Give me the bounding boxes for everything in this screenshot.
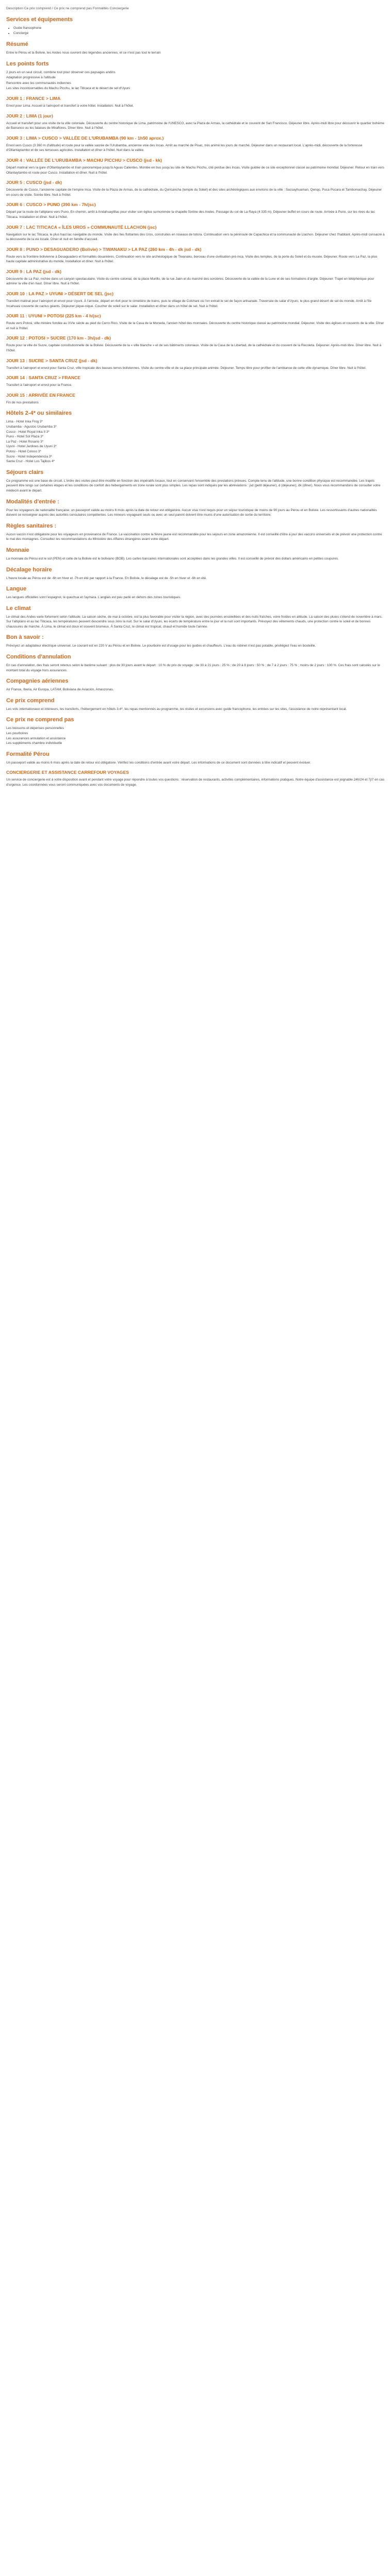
day-title: JOUR 11 : UYUNI > POTOSI (225 km - 4 h/jsc) xyxy=(6,313,101,319)
prix-title: Ce prix comprend xyxy=(6,697,55,704)
day-title: JOUR 10 : LA PAZ > UYUNI > DÉSERT DE SEL (jsc) xyxy=(6,291,114,297)
hotel-item: Puno - Hotel Sol Plaza 3* xyxy=(6,435,44,439)
compagnies-title: Compagnies aériennes xyxy=(6,678,69,685)
monnaie-title: Monnaie xyxy=(6,547,29,553)
day-text: Accueil et transfert pour une visite de la ville coloniale. Découverte du centre historique de Lima, patrimoine de l'UNESCO, avec la Plaza de Armas, la cathédrale et le couvent de San Francisco. Déjeuner libre. Après-midi libre pour découvrir le quartier bohème de Barranco ou les falaises de Miraflores. Dîner libre. Nuit à l'hôtel. xyxy=(6,121,384,130)
day-text: Découverte de La Paz, nichée dans un canyon spectaculaire. Visite du centre colonial, de la place Murillo, de la rue Jaén et du marché des sorcières. Découverte de la vallée de la Lune et de ses formations d'argile. Déjeuner. Trajet en téléphérique pour admirer la ville d'en haut. Dîner libre. Nuit à l'hôtel. xyxy=(6,277,374,286)
day-text: Navigation sur le lac Titicaca, le plus haut lac navigable du monde. Visite des îles flottantes des Uros, construites en roseaux de totora. Continuation vers la péninsule de Capachica et la communauté de Llachon. Déjeuner chez l'habitant. Après-midi consacré à la découverte de la vie locale. Dîner et nuit en famille d'accueil. xyxy=(6,232,385,242)
decalage-title: Décalage horaire xyxy=(6,566,52,573)
resume-text: Entre le Pérou et la Bolivie, les Andes nous ouvrent des légendes anciennes, et ce n'est pas tout le terrain xyxy=(6,51,161,55)
formalites-text: Un passeport valide au moins 6 mois après la date de retour est obligatoire. Vérifiez les conditions d'entrée avant votre départ. Les informations de ce document sont données à titre indicatif et peuvent évoluer. xyxy=(6,760,311,765)
hotel-item: Uyuni - Hotel Jardines de Uyuni 3* xyxy=(6,445,57,449)
services-list xyxy=(6,26,385,36)
page xyxy=(0,0,391,788)
points-item: Les sites incontournables du Machu Picchu, le lac Titicaca et le désert de sel d'Uyuni xyxy=(6,87,130,91)
day-text: Route pour la ville de Sucre, capitale constitutionnelle de la Bolivie. Découverte de la « ville blanche » et de ses bâtiments coloniaux. Visite de la Casa de la Libertad, de la cathédrale et du couvent de la Recoleta. Déjeuner. Après-midi libre. Dîner libre. Nuit à l'hôtel. xyxy=(6,344,382,353)
points-item: Adaptation progressive à l'altitude xyxy=(6,76,56,80)
points-item: 2 jours en un seul circuit, combine tout pour observer ces paysages andins xyxy=(6,70,116,74)
prix-non-title: Ce prix ne comprend pas xyxy=(6,717,74,723)
hotel-item: Cusco - Hotel Royal Inka II 3* xyxy=(6,430,50,434)
hotel-item: La Paz - Hotel Rosario 3* xyxy=(6,439,44,444)
day-title: JOUR 6 : CUSCO > PUNO (390 km - 7h/jsc) xyxy=(6,202,96,208)
day-text: Envol vers Cusco (3 360 m d'altitude) et route pour la vallée sacrée de l'Urubamba, ancienne voie des Incas. Arrêt au marché de Pisac, très animé les jours de marché. Déjeuner dans un restaurant local. L'après-midi, découverte de la forteresse d'Ollantaytambo et de ses terrasses agricoles. Installation et dîner à l'hôtel. Nuit dans la vallée. xyxy=(6,143,363,152)
formalites-title: Formalité Pérou xyxy=(6,751,50,757)
conciergerie-title: CONCIERGERIE ET ASSISTANCE CARREFOUR VOYAGES xyxy=(6,770,129,775)
day-text: Découverte de Cusco, l'ancienne capitale de l'empire Inca. Visite de la Plaza de Armas, de la cathédrale, du Qoricancha (temple du Soleil) et des sites archéologiques aux environs de la ville : Sacsayhuaman, Qenqo, Puca Pucara et Tambomachay. Déjeuner en cours de visite. Soirée libre. Nuit à l'hôtel. xyxy=(6,188,382,197)
bon-savoir-text: Prévoyez un adaptateur électrique universel. Le courant est en 220 V au Pérou et en Bolivie. Le pourboire est d'usage pour les guides et chauffeurs. L'eau du robinet n'est pas potable, privilégiez l'eau en bouteille. xyxy=(6,644,316,648)
day-title: JOUR 15 : ARRIVÉE EN FRANCE xyxy=(6,392,75,398)
sejours-text: Ce programme est une base de circuit. L'ordre des visites peut être modifié en fonction des impératifs locaux, tout en conservant l'ensemble des prestations prévues. Compte tenu de l'altitude, une bonne condition physique est recommandée. Les trajets peuvent être longs sur certaines étapes et les conditions de confort des hébergements en zone rurale sont plus simples. Les repas sont indiqués par les abréviations : jsd (petit déjeuner), d (déjeuner), dk (dîner). Nous vous recommandons de consulter votre médecin avant le départ. xyxy=(6,479,381,493)
modalites-text: Pour les voyageurs de nationalité française, un passeport valide au moins 6 mois après la date de retour est obligatoire. Aucun visa n'est requis pour un séjour touristique de moins de 90 jours au Pérou et en Bolivie. Les ressortissants d'autres nationalités doivent se renseigner auprès des autorités consulaires compétentes. Les mineurs voyageant seuls ou avec un seul parent doivent être munis d'une autorisation de sortie du territoire. xyxy=(6,508,377,517)
day-title: JOUR 5 : CUSCO (jsd - dk) xyxy=(6,180,62,185)
points-title: Les points forts xyxy=(6,60,49,67)
prix-non-item: Les suppléments chambre individuelle xyxy=(6,741,62,745)
day-text: Fin de nos prestations xyxy=(6,400,39,404)
hotels-title: Hôtels 2-4* ou similaires xyxy=(6,410,72,417)
services-title: Services et équipements xyxy=(6,16,73,23)
reglages-text: Aucun vaccin n'est obligatoire pour les voyageurs en provenance de France. La vaccination contre la fièvre jaune est recommandée pour les séjours en zone amazonienne. Il est conseillé d'être à jour des vaccins universels et de prévoir une protection contre le mal des montagnes. Consultez les recommandations du Ministère des Affaires étrangères avant votre départ. xyxy=(6,532,382,541)
day-text: Route vers Potosi, ville minière fondée au XVIe siècle au pied du Cerro Rico. Visite de la Casa de la Moneda, l'ancien hôtel des monnaies. Découverte du centre historique classé au patrimoine mondial. Déjeuner. Visite des églises et couvents de la ville. Dîner et nuit à l'hôtel. xyxy=(6,321,384,330)
modalites-title: Modalités d'entrée : xyxy=(6,498,59,505)
hotel-item: Lima - Hotel Inka Frog 3* xyxy=(6,420,43,424)
hotel-item: Sucre - Hotel Independencia 3* xyxy=(6,454,52,459)
hotel-item: Potosi - Hotel Coloso 3* xyxy=(6,449,41,453)
day-title: JOUR 7 : LAC TITICACA « ÎLES UROS » COMMUNAUTÉ LLACHON (jsc) xyxy=(6,224,157,230)
day-title: JOUR 2 : LIMA (1 jour) xyxy=(6,113,53,118)
reglages-title: Règles sanitaires : xyxy=(6,522,57,529)
day-title: JOUR 14 : SANTA CRUZ > FRANCE xyxy=(6,375,80,381)
prix-non-item: Les boissons et dépenses personnelles xyxy=(6,726,64,731)
day-text: Départ par la route de l'altiplano vers Puno. En chemin, arrêt à Andahuaylillas pour visiter son église surnommée la chapelle Sixtine des Andes. Passage du col de La Raya (4 335 m). Déjeuner buffet en cours de route. Arrivée à Puno, sur les rives du lac Titicaca. Installation et dîner. Nuit à l'hôtel. xyxy=(6,210,375,219)
conditions-text: En cas d'annulation, des frais seront retenus selon le barème suivant : plus de 30 jours avant le départ : 10 % du prix du voyage ; de 30 à 21 jours : 25 % ; de 20 à 8 jours : 50 % ; de 7 à 2 jours : 75 % ; moins de 2 jours : 100 %. Ces frais sont calculés sur le montant total du voyage hors assurances. xyxy=(6,664,380,672)
decalage-text: L'heure locale au Pérou est de -6h en hiver et -7h en été par rapport à la France. En Bolivie, le décalage est de -5h en hiver et -6h en été. xyxy=(6,576,207,580)
day-title: JOUR 3 : LIMA > CUSCO > VALLÉE DE L'URUBAMBA (90 km - 1h50 aprox.) xyxy=(6,135,164,141)
prix-non-item: Les assurances annulation et assistance xyxy=(6,736,66,740)
day-title: JOUR 8 : PUNO > DESAGUADERO (Bolivie) > TIWANAKU > LA PAZ (260 km - 4h - dk jsd - dk) xyxy=(6,246,202,252)
day-title: JOUR 13 : SUCRE > SANTA CRUZ (jsd - dk) xyxy=(6,358,97,363)
list-item: • Guide francophone xyxy=(13,26,385,31)
day-text: Départ matinal vers la gare d'Ollantaytambo et train panoramique jusqu'à Aguas Calientes. Montée en bus jusqu'au site de Machu Picchu, cité perdue des Incas. Visite guidée de ce site exceptionnel classé au patrimoine mondial. Déjeuner. Retour en train vers Ollantaytambo et route pour Cusco. Installation et dîner. Nuit à l'hôtel. xyxy=(6,165,384,175)
hotel-item: Santa Cruz - Hotel Los Tajibos 4* xyxy=(6,460,55,464)
prix-text: Les vols internationaux et intérieurs, les transferts, l'hébergement en hôtels 3-4*, les repas mentionnés au programme, les visites et excursions avec guide francophone, les entrées sur les sites, l'assistance de notre représentant local. xyxy=(6,707,347,711)
day-text: Transfert à l'aéroport et envol pour la France. xyxy=(6,383,72,387)
list-item: • Concierge xyxy=(13,31,385,36)
resume-title: Résumé xyxy=(6,41,28,47)
langue-text: Les langues officielles sont l'espagnol, le quechua et l'aymara. L'anglais est peu parlé en dehors des zones touristiques. xyxy=(6,596,181,600)
conditions-title: Conditions d'annulation xyxy=(6,654,71,660)
hotel-item: Urubamba - Agustos Urubamba 3* xyxy=(6,425,57,429)
day-text: Transfert matinal pour l'aéroport et envol pour Uyuni. À l'arrivée, départ en 4x4 pour le cimetière de trains, puis le village de Colchani où l'on extrait le sel de façon artisanale. Traversée du salar d'Uyuni, le plus grand désert de sel du monde. Arrêt à l'île Incahuasi couverte de cactus géants. Déjeuner pique-nique. Coucher de soleil sur le salar. Installation et dîner dans un hôtel de sel. Nuit à l'hôtel. xyxy=(6,299,372,308)
intro-tabs: Description Ce prix comprend / Ce prix ne comprend pas Formalités Conciergerie xyxy=(6,7,129,10)
bon-savoir-title: Bon à savoir : xyxy=(6,634,44,641)
prix-non-item: Les pourboires xyxy=(6,732,28,736)
climat-title: Le climat xyxy=(6,605,31,612)
day-text: Route vers la frontière bolivienne à Desaguadero et formalités douanières. Continuation vers le site archéologique de Tiwanaku, berceau d'une civilisation pré-inca. Visite des temples, de la porte du Soleil et du musée. Déjeuner. Route vers La Paz, la plus haute capitale administrative du monde. Installation et dîner. Nuit à l'hôtel. xyxy=(6,255,378,264)
climat-text: Le climat des Andes varie fortement selon l'altitude. La saison sèche, de mai à octobre, est la plus favorable pour visiter la région, avec des journées ensoleillées et des nuits fraîches, voire froides en altitude. La saison des pluies s'étend de novembre à mars. Sur l'altiplano et au lac Titicaca, les températures peuvent descendre sous zéro la nuit. Sur le salar d'Uyuni, les écarts de température entre le jour et la nuit sont importants. Prévoyez des vêtements chauds, une protection contre le soleil et de bonnes chaussures de marche. À Lima, le climat est doux et souvent brumeux. À Santa Cruz, le climat est tropical, chaud et humide toute l'année. xyxy=(6,615,383,629)
monnaie-text: La monnaie du Pérou est le sol (PEN) et celle de la Bolivie est le boliviano (BOB). Les cartes bancaires internationales sont acceptées dans les grandes villes. Il est conseillé de prévoir des dollars américains en petites coupures. xyxy=(6,556,339,561)
langue-title: Langue xyxy=(6,586,27,592)
day-text: Transfert à l'aéroport et envol pour Santa Cruz, ville tropicale des basses terres boliviennes. Visite du centre-ville et de sa place principale animée. Déjeuner. Temps libre pour profiter de l'ambiance de cette ville dynamique. Dîner libre. Nuit à l'hôtel. xyxy=(6,366,366,370)
compagnies-text: Air France, Iberia, Air Europa, LATAM, Boliviana de Aviación, Amaszonas. xyxy=(6,688,114,692)
conciergerie-text: Un service de conciergerie est à votre disposition avant et pendant votre voyage pour répondre à toutes vos questions : réservation de restaurants, activités complémentaires, informations pratiques. Notre équipe d'assistance est joignable 24h/24 et 7j/7 en cas d'urgence. Les coordonnées vous seront communiquées avec vos documents de voyage. xyxy=(6,778,385,787)
sejours-title: Séjours clairs xyxy=(6,469,44,476)
day-title: JOUR 4 : VALLÉE DE L'URUBAMBA > MACHU PICCHU > CUSCO (jsd - kk) xyxy=(6,157,162,163)
points-item: Rencontre avec les communautés indiennes xyxy=(6,81,71,85)
day-text: Envol pour Lima. Accueil à l'aéroport et transfert à votre hôtel. Installation. Nuit à l'hôtel. xyxy=(6,104,134,108)
day-title: JOUR 9 : LA PAZ (jsd - dk) xyxy=(6,268,61,274)
day-title: JOUR 12 : POTOSI > SUCRE (170 km - 3h/jsd - dk) xyxy=(6,335,111,341)
day-title: JOUR 1 : FRANCE > LIMA xyxy=(6,95,61,101)
